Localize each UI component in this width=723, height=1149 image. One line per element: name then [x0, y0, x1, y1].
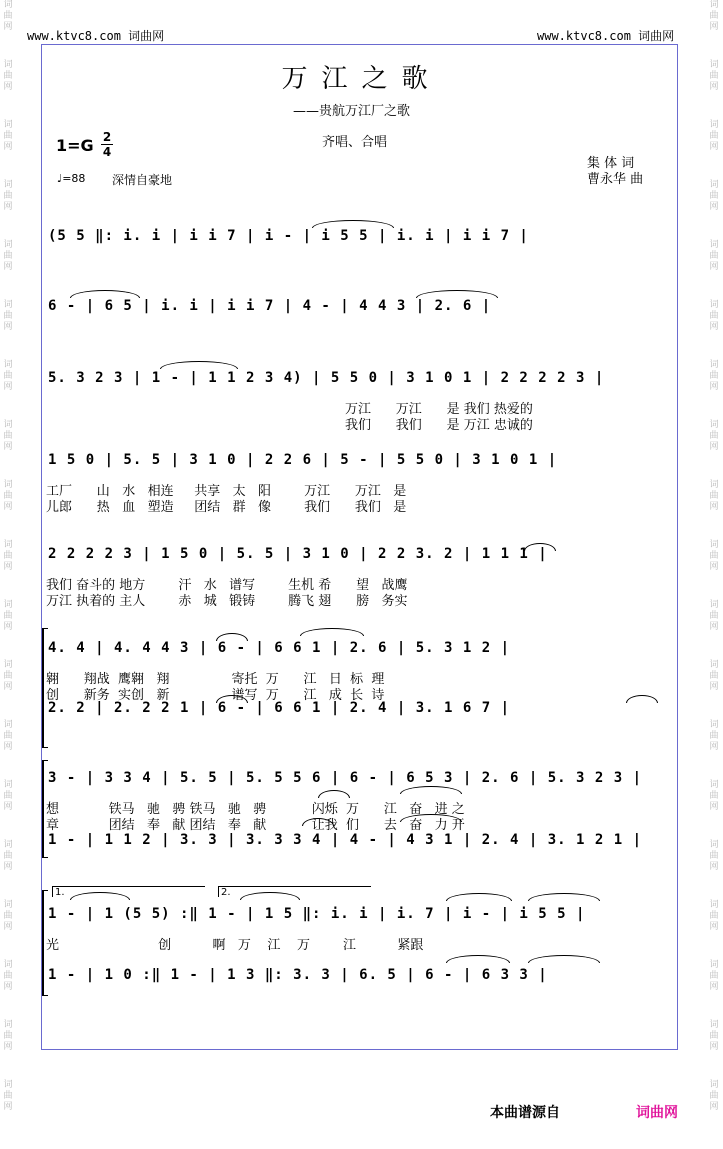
notation-row: 5. 3 2 3 | 1 - | 1 1 2 3 4) | 5 5 0 | 3 1 0 1 | 2 2 2 2 3 |: [48, 370, 605, 386]
side-watermark-text: 词 曲 网: [709, 480, 719, 512]
side-watermark-text: 词 曲 网: [3, 780, 13, 812]
volta-ending-bracket: 2.: [218, 886, 371, 897]
side-watermark-text: 词 曲 网: [3, 480, 13, 512]
system-bracket: [42, 628, 48, 748]
lyric-line: 创 新务 实创 新 谱写 万 江 成 长 诗: [46, 688, 385, 703]
lyric-line: 我们 奋斗的 地方 汗 水 谱写 生机 希 望 战鹰: [46, 578, 408, 593]
side-watermark-text: 词 曲 网: [3, 240, 13, 272]
side-watermark-text: 词 曲 网: [709, 420, 719, 452]
song-subtitle: ——贵航万江厂之歌: [293, 104, 411, 119]
composer-credit: 曹永华 曲: [587, 172, 644, 187]
side-watermark-text: 词 曲 网: [3, 960, 13, 992]
time-signature-top: 2: [102, 130, 112, 144]
notation-row: 6 - | 6 5 | i. i | i i 7 | 4 - | 4 4 3 | 2. 6 |: [48, 298, 492, 314]
side-watermark-text: 词 曲 网: [709, 540, 719, 572]
side-watermark-text: 词 曲 网: [3, 300, 13, 332]
side-watermark-text: 词 曲 网: [3, 120, 13, 152]
notation-row: (5 5 ‖: i. i | i i 7 | i - | i 5 5 | i. i | i i 7 |: [48, 228, 529, 244]
side-watermark-text: 词 曲 网: [3, 0, 13, 32]
side-watermark-text: 词 曲 网: [3, 420, 13, 452]
site-watermark-left: www.ktvc8.com 词曲网: [27, 29, 165, 43]
side-watermark-text: 词 曲 网: [3, 720, 13, 752]
song-title: 万江之歌: [281, 64, 442, 94]
notation-row: 2. 2 | 2. 2 2 1 | 6 - | 6 6 1 | 2. 4 | 3. 1 6 7 |: [48, 700, 511, 716]
side-watermark-text: 词 曲 网: [3, 660, 13, 692]
lyric-line: 万江 执着的 主人 赤 城 锻铸 腾飞 翅 膀 务实: [46, 594, 408, 609]
lyric-line: 我们 我们 是 万江 忠诚的: [345, 418, 533, 433]
notation-row: 4. 4 | 4. 4 4 3 | 6 - | 6 6 1 | 2. 6 | 5. 3 1 2 |: [48, 640, 511, 656]
notation-row: 1 - | 1 0 :‖ 1 - | 1 3 ‖: 3. 3 | 6. 5 | 6 - | 6 3 3 |: [48, 967, 548, 983]
side-watermark-text: 词 曲 网: [709, 960, 719, 992]
system-bracket: [42, 760, 48, 858]
lyric-line: 想 铁马 驰 骋 铁马 驰 骋 闪烁 万 江 奋 进 之: [46, 802, 465, 817]
lyric-line: 翱 翔战 鹰翱 翔 寄托 万 江 日 标 理: [46, 672, 385, 687]
side-watermark-text: 词 曲 网: [3, 360, 13, 392]
side-watermark-text: 词 曲 网: [709, 1080, 719, 1112]
side-watermark-text: 词 曲 网: [709, 900, 719, 932]
side-watermark-text: 词 曲 网: [3, 540, 13, 572]
notation-row: 3 - | 3 3 4 | 5. 5 | 5. 5 5 6 | 6 - | 6 5 3 | 2. 6 | 5. 3 2 3 |: [48, 770, 643, 786]
side-watermark-text: 词 曲 网: [709, 600, 719, 632]
source-label: 本曲谱源自: [490, 1105, 560, 1121]
side-watermark-text: 词 曲 网: [709, 240, 719, 272]
side-watermark-text: 词 曲 网: [3, 1080, 13, 1112]
notation-row: 1 - | 1 1 2 | 3. 3 | 3. 3 3 4 | 4 - | 4 3 1 | 2. 4 | 3. 1 2 1 |: [48, 832, 643, 848]
expression-mark: 深情自豪地: [112, 173, 173, 187]
notation-row: 2 2 2 2 3 | 1 5 0 | 5. 5 | 3 1 0 | 2 2 3. 2 | 1 1 1 |: [48, 546, 548, 562]
source-site-link[interactable]: 词曲网: [636, 1105, 678, 1121]
side-watermark-text: 词 曲 网: [709, 840, 719, 872]
side-watermark-text: 词 曲 网: [709, 0, 719, 32]
side-watermark-text: 词 曲 网: [3, 180, 13, 212]
side-watermark-text: 词 曲 网: [709, 60, 719, 92]
performance-style: 齐唱、合唱: [322, 135, 388, 150]
side-watermark-text: 词 曲 网: [3, 900, 13, 932]
key-signature: 1=G: [56, 136, 94, 155]
side-watermark-text: 词 曲 网: [709, 720, 719, 752]
side-watermark-text: 词 曲 网: [709, 300, 719, 332]
lyric-line: 光 创 啊 万 江 万 江 紧跟: [46, 938, 424, 953]
lyricist-credit: 集 体 词: [587, 156, 635, 171]
time-signature-bottom: 4: [102, 145, 112, 159]
notation-row: 1 5 0 | 5. 5 | 3 1 0 | 2 2 6 | 5 - | 5 5 0 | 3 1 0 1 |: [48, 452, 558, 468]
side-watermark-text: 词 曲 网: [3, 60, 13, 92]
lyric-line: 儿郎 热 血 塑造 团结 群 像 我们 我们 是: [46, 500, 407, 515]
volta-ending-bracket: 1.: [52, 886, 205, 897]
side-watermark-text: 词 曲 网: [709, 360, 719, 392]
site-watermark-right: www.ktvc8.com 词曲网: [537, 29, 675, 43]
side-watermark-text: 词 曲 网: [709, 1020, 719, 1052]
tempo-mark: ♩=88: [57, 172, 86, 185]
side-watermark-text: 词 曲 网: [3, 600, 13, 632]
lyric-line: 万江 万江 是 我们 热爱的: [345, 402, 533, 417]
system-bracket: [42, 890, 48, 996]
lyric-line: 工厂 山 水 相连 共享 太 阳 万江 万江 是: [46, 484, 407, 499]
side-watermark-text: 词 曲 网: [709, 180, 719, 212]
lyric-line: 章 团结 奉 献 团结 奉 献 让我 们 去 奋 力 开: [46, 818, 465, 833]
notation-row: 1 - | 1 (5 5) :‖ 1 - | 1 5 ‖: i. i | i. 7 | i - | i 5 5 |: [48, 906, 586, 922]
side-watermark-text: 词 曲 网: [709, 780, 719, 812]
side-watermark-text: 词 曲 网: [3, 840, 13, 872]
side-watermark-text: 词 曲 网: [3, 1020, 13, 1052]
side-watermark-text: 词 曲 网: [709, 660, 719, 692]
side-watermark-text: 词 曲 网: [709, 120, 719, 152]
